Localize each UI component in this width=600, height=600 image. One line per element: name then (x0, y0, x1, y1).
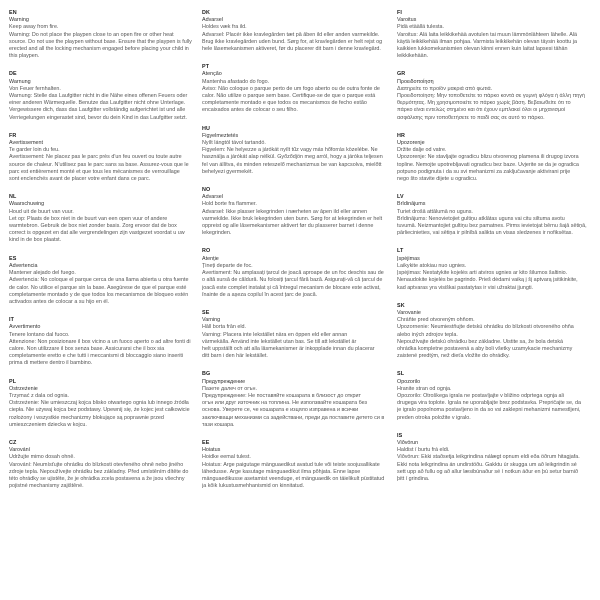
warning-text-line: Țineți departe de foc. (202, 262, 253, 269)
warning-text-line: Upozornenie: Neumiestňujte detskú ohrádku do blízkosti otvoreného ohňa (397, 324, 574, 331)
warning-section-fi (397, 10, 593, 60)
warning-text-line: основа. Уверете се, че кошарата е изцяло изправена и всички (202, 407, 359, 414)
language-code: DK (202, 10, 210, 16)
warning-text-line: Предупреждение: Не поставяйте кошарата в близост до открит (202, 392, 362, 399)
warning-text-line: Pidä etäällä tulesta. (397, 24, 445, 31)
warning-text-line: θερμότητας. Μη χρησιμοποιείτε το πάρκο χωρίς βάση. Βεβαιωθείτε ότι το (397, 100, 571, 107)
warning-text-line: Avertissement: Ne placez pas le parc près d'un feu ouvert ou toute autre (9, 154, 182, 161)
warning-text-line: Пазете далеч от огън. (202, 385, 258, 392)
warning-text-line: encaixados antes de colocar o seu filho. (202, 107, 298, 114)
warning-text-line: Warning: Do not place the playpen close to an open fire or other heat (9, 31, 174, 38)
warning-text-line: lähedusse. Ärge kasutage mänguaedikut ilma põhjata. Enne lapse (202, 468, 361, 475)
warning-text-line: ohrádka kompletne postavená a aby boli všetky uzamykacie mechanizmy (397, 345, 573, 352)
warning-text-line: Nenaudokite kojelės be pagrindo. Prieš dėdami vaiką į šį aptvarą įsitikinkite, (397, 277, 578, 284)
warning-text-line: Laikykite atokiau nuo ugnies. (397, 262, 467, 269)
language-code: LT (397, 248, 404, 255)
warning-section-lt (397, 248, 593, 291)
warning-text-line: einer anderen Wärmequelle. Benutze das Laufgitter nicht ohne Unterlage. (9, 100, 186, 107)
warning-text-line: Ekki nota leikgrindina án undirstöðu. Gakktu úr skugga um að leikgrindin sé (397, 461, 577, 468)
warning-text-line: Διατηρείτε το προϊόν μακριά από φωτιά. (397, 85, 493, 92)
warning-text-line: Chráňte pred otvoreným ohňom. (397, 317, 475, 324)
warning-text-line: kind in de box plaatst. (9, 237, 62, 244)
warning-title: Avertissement (9, 140, 44, 147)
warning-text-line: Mantener alejado del fuego. (9, 270, 76, 277)
warning-title: Предупреждение (202, 378, 246, 385)
column-right (397, 10, 593, 494)
warning-text-line: Nyílt lángtól távol tartandó. (202, 140, 266, 147)
warning-title: Warnung (9, 78, 31, 85)
warning-text-line: Brīdinājums: Nenovietojiet gultiņu atklātas uguns vai citu siltuma avotu (397, 215, 565, 222)
warning-text-line: activados antes de colocar a su hijo en él. (9, 298, 110, 305)
warning-title: Varning (202, 317, 221, 324)
warning-text-line: Įspėjimas: Nestatykite kojelės arti atviros ugnies ar kito šilumos šaltinio. (397, 270, 568, 277)
warning-title: Atenção (202, 71, 222, 78)
warning-section-hr (397, 133, 593, 183)
warning-text-line: käytä leikkikehää ilman pohjaa. Varmista leikkikehän olevan täysin koottu ja (397, 38, 577, 45)
warning-text-line: Figyelem: Ne helyezze a járókát nyílt tűz vagy más hőforrás közelébe. Ne (202, 147, 378, 154)
language-code: ES (9, 255, 17, 262)
warning-text-line: ασφάλισης πριν τοποθετήσετε το παιδί σας σε αυτό το πάρκο. (397, 114, 545, 121)
warning-text-line: této ohrádky se ujistěte, že je ohrádka zcela postavena a že jsou všechny (9, 475, 185, 482)
warning-text-line: prima di mettere dentro il bambino. (9, 360, 93, 367)
warning-section-pl (9, 379, 199, 429)
warning-title: Warning (9, 17, 29, 24)
warning-text-line: þitt í grindina. (397, 475, 430, 482)
warning-section-en (9, 10, 199, 60)
warning-text-line: Haldist í burtu frá eldi. (397, 447, 450, 454)
warning-text-line: joacă este complet instalat și că întregul mecanism de blocare este activat, (202, 284, 381, 291)
warning-title: Įspėjimas (397, 255, 420, 262)
language-code: EN (9, 10, 17, 16)
warning-text-line: Advarsel: Ikke plasser lekegrinden i nærheten av åpen ild eller annen (202, 208, 368, 215)
warning-text-line: Hoiatus: Ärge paigutage mänguaedikut avatud tule või teiste soojusallikate (202, 461, 380, 468)
warning-text-line: je igralo popolnoma postavljeno in da so vsi zaklepni mehanizmi namestljeni, (397, 407, 581, 414)
warning-text-line: Attenzione: Non posizionare il box vicino a un fuoco aperto o ad altre fonti di (9, 338, 191, 345)
warning-title: Opozorilo (397, 378, 421, 385)
language-code: FI (397, 10, 402, 16)
language-code: GR (397, 71, 406, 78)
warning-text-line: completamente eretto e che tutti i meccanismi di bloccaggio siano inseriti (9, 353, 184, 360)
warning-section-de (9, 71, 199, 121)
warning-title: Viðvörun (397, 439, 419, 446)
warning-text-line: Udržujte mimo dosah ohně. (9, 454, 75, 461)
warning-text-line: Tenere lontano dal fuoco. (9, 331, 70, 338)
warning-text-line: Nepoužívajte detskú ohrádku bez základne. Uistite sa, že bola detská (397, 338, 564, 345)
warning-text-line: Advarsel: Placér ikke kravlegården tæt på åben ild eller anden varmekilde. (202, 31, 380, 38)
warning-text-line: mänguaedikusse asetamist veenduge, et mänguaedik on täielikult püstitatud (202, 475, 385, 482)
warning-text-line: sett upp að fullu og að allur læsibúnaður sé í notkun áður en þú setur barnið (397, 468, 579, 475)
language-code: SK (397, 302, 405, 309)
warning-text-line: Προειδοποίηση: Μην τοποθετείτε το πάρκο κοντά σε γυμνή φλόγα ή άλλη πηγή (397, 93, 585, 100)
warning-text-line: kad aptvaras yra visiškai pastatytas ir visi užraktai įjungti. (397, 284, 534, 291)
warning-text-line: rozłożony i wszystkie mechanizmy blokujące są poprawnie przed (9, 414, 164, 421)
warning-text-line: ditt barn i den här lekstället. (202, 353, 268, 360)
warning-text-line: Upozorenje: Ne stavljajte ogradicu blizu otvorenog plamena ili drugog izvora (397, 154, 579, 161)
warning-text-line: helt uppställt och att alla låsmekanismer är inkopplade innan du placerar (202, 345, 375, 352)
warning-text-line: leikkikehään. (397, 53, 429, 60)
warning-text-line: Ostrzeżenie: Nie umieszczaj kojca blisko otwartego ognia lub innego źródła (9, 400, 189, 407)
warning-text-line: calor. Não utilize o parque sem base. Certifique-se de que o parque está (202, 93, 376, 100)
language-code: RO (202, 248, 211, 255)
warning-text-line: Vergewissere dich, dass das Laufgitter vollständig aufgerichtet ist und alle (9, 107, 186, 114)
warning-text-line: Trzymać z dala od ognia. (9, 392, 70, 399)
warning-text-line: completamente montado y de que todos los mecanismos de bloqueo estén (9, 291, 189, 298)
warning-text-line: ja kõik lukustusmehhanismid on kinnitatud. (202, 483, 305, 490)
warning-section-is (397, 433, 593, 483)
warning-title: Waarschuwing (9, 201, 45, 208)
language-code: DE (9, 71, 17, 78)
warning-text-line: topline. Nemojte upotrebljavati ogradicu bez baze. Uvjerite se da je ogradica (397, 161, 579, 168)
warning-section-pt (202, 64, 390, 114)
column-middle (202, 10, 390, 501)
warning-text-line: warmtebron. Gebruik de box niet zonder basis. Zorg ervoor dat de box (9, 223, 177, 230)
warning-text-line: erected and all the locking mechanism engaged before placing your child in (9, 46, 189, 53)
warning-title: Upozorenje (397, 140, 425, 147)
warning-text-line: this playpen. (9, 53, 40, 60)
warning-text-line: Hold borte fra flammer. (202, 201, 257, 208)
warning-text-line: lekegrinden. (202, 230, 232, 237)
warning-title: Hoiatus (202, 447, 221, 454)
warning-title: Advarsel (202, 17, 223, 24)
warning-text-line: ciepła. Nie używaj kojca bez podstawy. Upewnij się, że kojec jest całkowicie (9, 407, 190, 414)
warning-text-line: Turiet drošā attālumā no uguns. (397, 208, 473, 215)
warning-text-line: värmekälla. Använd inte lekstället utan bas. Se till att lekstället är (202, 338, 357, 345)
warning-title: Varování (9, 447, 31, 454)
warning-text-line: Holdes væk fra ild. (202, 24, 247, 31)
language-code: NO (202, 187, 211, 194)
warning-text-line: Verriegelungen eingerastet sind, bevor du dein Kind in das Laufgitter setzt. (9, 114, 188, 121)
language-code: PL (9, 378, 17, 385)
warning-section-sl (397, 371, 593, 421)
warning-text-line: pojistné mechanismy zajištěné. (9, 483, 84, 490)
warning-title: Ostrzeżenie (9, 385, 38, 392)
warning-section-bg (202, 371, 390, 429)
warning-section-it (9, 317, 199, 367)
language-code: HU (202, 125, 210, 132)
warning-section-es (9, 256, 199, 306)
warning-text-line: Brug ikke kravlegården uden bund. Sørg for, at kravlegården er helt rejst og (202, 38, 383, 45)
warning-text-line: alebo iných zdrojov tepla. (397, 331, 458, 338)
language-code: CZ (9, 439, 17, 446)
warning-text-line: Hranite stran od ognja. (397, 385, 452, 392)
warning-text-line: Varování: Neumísťujte ohrádku do blízkosti otevřeného ohně nebo jiného (9, 461, 184, 468)
warning-section-cz (9, 440, 199, 490)
warning-section-no (202, 187, 390, 237)
language-code: HR (397, 132, 405, 139)
warning-text-line: Držite dalje od vatre. (397, 147, 447, 154)
warning-text-line: Varning: Placera inte lekstället nära en öppen eld eller annan (202, 331, 348, 338)
warning-text-line: umieszczeniem dziecka w kojcu. (9, 421, 87, 428)
warning-section-ee (202, 440, 390, 490)
warning-text-line: completamente montado e que todos os mecanismos de fecho estão (202, 100, 367, 107)
warning-section-sk (397, 303, 593, 361)
warning-text-line: drugega vira toplote. Igrala ne uporabljajte brez podstavka. Prepričajte se, da (397, 400, 581, 407)
language-code: IS (397, 432, 403, 439)
warning-text-line: source de chaleur. N'utilisez pas le parc sans sa base. Assurez-vous que le (9, 161, 189, 168)
warning-title: Avvertimento (9, 324, 41, 331)
warning-text-line: тази кошара. (202, 421, 235, 428)
warning-text-line: hele låsemekanismen aktiveret, før du placerer dit barn i denne kravlegård. (202, 46, 381, 53)
warning-text-line: Varoitus: Älä laita leikkikehää avotulen tai muun lämmönlähteen lähelle. Älä (397, 31, 577, 38)
warning-section-nl (9, 194, 199, 244)
warning-text-line: Hoidke eemal tulest. (202, 454, 251, 461)
warning-section-se (202, 310, 390, 360)
warning-text-line: preden otroka položite v igralo. (397, 414, 471, 421)
warning-title: Atenție (202, 255, 219, 262)
warning-text-line: Aviso: Não coloque o parque perto de um fogo aberto ou de outra fonte de (202, 85, 380, 92)
warning-text-line: parc est entièrement monté et que tous les mécanismes de verrouillage (9, 168, 180, 175)
warning-text-line: огън или друг източник на топлина. Не използвайте кошарата без (202, 400, 367, 407)
warning-text-line: Håll borta från eld. (202, 324, 247, 331)
warning-text-line: Von Feuer fernhalten. (9, 85, 61, 92)
warning-text-line: Advertencia: No coloque el parque cerca de una llama abierta u otra fuente (9, 277, 189, 284)
language-code: EE (202, 439, 210, 446)
warning-text-line: használja a járókát alap nélkül. Győződjön meg arról, hogy a járóka teljesen (202, 154, 383, 161)
language-code: IT (9, 317, 14, 324)
warning-text-line: Avertisment: Nu amplasați țarcul de joacă aproape de un foc deschis sau de (202, 270, 384, 277)
warning-text-line: Warnung: Stelle das Laufgitter nicht in die Nähe eines offenen Feuers oder (9, 93, 188, 100)
warning-text-line: Keep away from fire. (9, 24, 59, 31)
language-code: LV (397, 194, 404, 201)
warning-text-line: varmekilde. Ikke bruk lekegrinden uten bunn. Sørg for at lekegrinden er helt (202, 215, 383, 222)
column-left (9, 10, 199, 501)
language-code: BG (202, 371, 211, 378)
warning-text-line: calore. Non utilizzare il box senza base. Assicurarsi che il box sia (9, 345, 165, 352)
warning-text-line: nego što stavite dijete u ogradicu. (397, 176, 478, 183)
warning-section-hu (202, 126, 390, 176)
warning-section-fr (9, 133, 199, 183)
warning-text-line: behelyezi gyermekét. (202, 168, 253, 175)
warning-text-line: Houd uit de buurt van vuur. (9, 208, 74, 215)
warning-text-line: correct is opgezet en dat alle vergrendelingen zijn vastgezet voordat u uw (9, 230, 185, 237)
warning-title: Varoitus (397, 17, 417, 24)
warning-title: Brīdinājums (397, 201, 426, 208)
warning-section-ro (202, 248, 390, 298)
warning-text-line: înainte de a așeza copilul în acest țarc de joacă. (202, 291, 318, 298)
warning-text-line: sont enclenchés avant de placer votre enfant dans ce parc. (9, 176, 151, 183)
language-code: PT (202, 64, 210, 71)
warning-section-dk (202, 10, 390, 53)
warning-text-line: Mantenha afastado do fogo. (202, 78, 270, 85)
language-code: SL (397, 371, 405, 378)
warning-section-gr (397, 71, 593, 121)
warning-section-lv (397, 194, 593, 237)
warning-text-line: zaistené predtým, než dieťa vložíte do ohrádky. (397, 353, 510, 360)
warning-text-line: pārliecinieties, vai sētiņa ir pilnībā salikta un visas sledzenes ir noﬁksētas. (397, 230, 573, 237)
warning-text-line: πάρκο είναι εντελώς στημένο και ότι έχουν εμπλακεί όλοι οι μηχανισμοί (397, 107, 566, 114)
warning-text-line: fel van állítva, és minden reteszelő mechanizmus be van kapcsolva, mielőtt (202, 161, 382, 168)
warning-text-line: tuvumā. Neizmantojiet gultiņu bez pamatnes. Pirms ievietojat bērnu šajā sētiņā, (397, 223, 587, 230)
warning-text-line: potpuno podignuta i da su svi mehanizmi za zaključavanje aktivirani prije (397, 168, 571, 175)
warning-text-line: заключващи механизми са задействани, преди да поставите детето си в (202, 414, 385, 421)
warning-text-line: zdroje tepla. Nepoužívejte ohrádku bez základny. Před umístěním dítěte do (9, 468, 189, 475)
warning-text-line: oppreist og alle låsemekanismer aktivert før du plasserer barnet i denne (202, 223, 374, 230)
language-code: SE (202, 309, 210, 316)
warning-title: Προειδοποίηση (397, 78, 434, 85)
warning-title: Varovanie (397, 309, 421, 316)
warning-text-line: Let op: Plaats de box niet in de buurt van een open vuur of andere (9, 215, 168, 222)
language-code: FR (9, 132, 17, 139)
warning-title: Figyelmeztetés (202, 132, 239, 139)
warning-title: Advertencia (9, 262, 38, 269)
warning-text-line: Viðvörun: Ekki staðsetja leikgrindina nálægt opnum eldi eða öðrum hitagjafa. (397, 454, 580, 461)
warning-text-line: Opozorilo: Otroškega igrala ne postavljajte v bližino odprtega ognja ali (397, 392, 564, 399)
warning-text-line: de calor. No utilice el parque sin la base. Asegúrese de que el parque esté (9, 284, 187, 291)
warning-text-line: kaikkien lukkomekanismien olevan kiinni ennen kuin laitat lapsesi tähän (397, 46, 568, 53)
warning-text-line: o altă sursă de căldură. Nu folosiți țarcul fără bază. Asigurați-vă că țarcul de (202, 277, 383, 284)
warning-text-line: source. Do not use the playpen without base. Ensure that the playpen is fully (9, 38, 192, 45)
warning-title: Advarsel (202, 194, 223, 201)
warning-text-line: Te garder loin du feu. (9, 147, 60, 154)
language-code: NL (9, 194, 17, 201)
